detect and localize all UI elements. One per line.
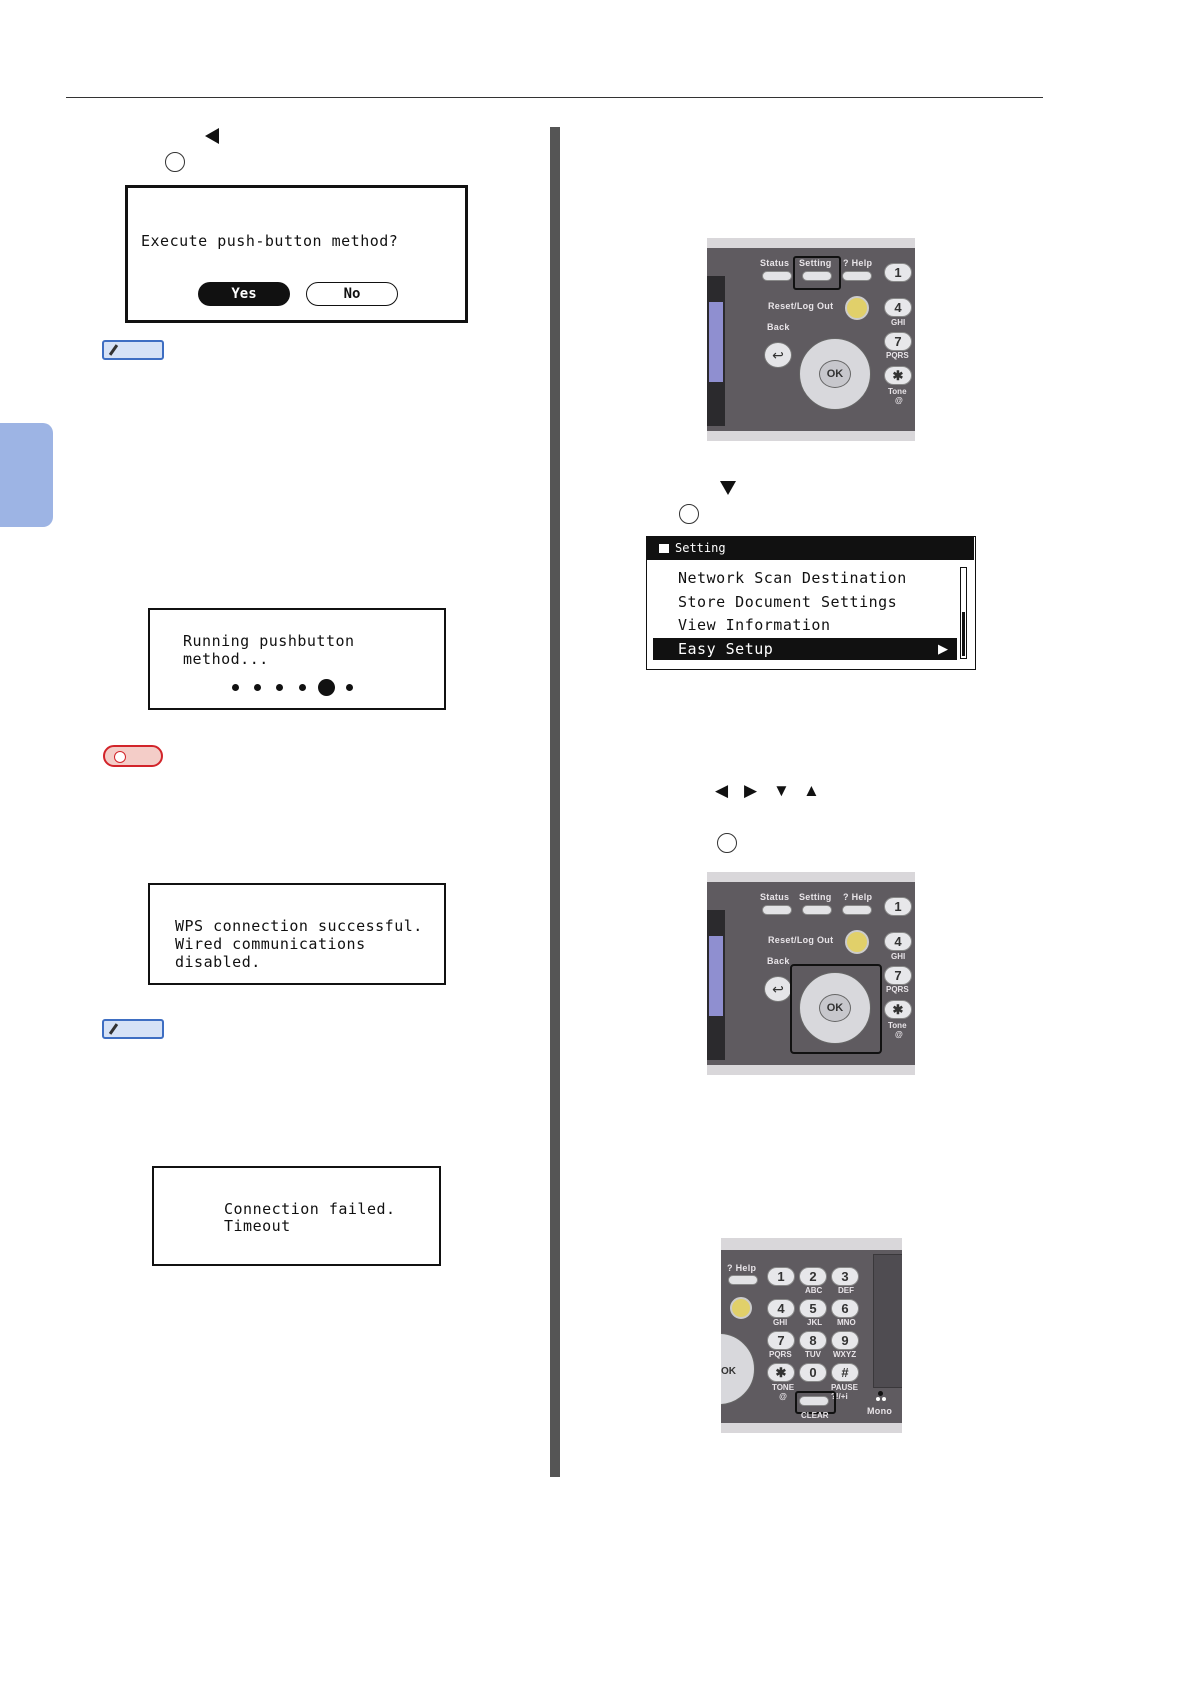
reset-button[interactable] (845, 296, 869, 320)
key-3-sub: DEF (838, 1286, 854, 1295)
running-screen (148, 608, 446, 710)
dot (876, 1397, 880, 1401)
key-0[interactable]: 0 (799, 1363, 827, 1382)
menu-item-selected[interactable] (653, 638, 957, 660)
control-panel-photo-setting (707, 238, 915, 441)
key-4[interactable]: 4 (884, 932, 912, 951)
status-button[interactable] (762, 905, 792, 915)
progress-dot (254, 684, 261, 691)
left-arrow-icon: ◀ (715, 781, 729, 800)
at-label: @ (895, 1030, 903, 1039)
pencil-icon (109, 1023, 118, 1035)
lcd-window (707, 910, 725, 1060)
menu-header (647, 537, 974, 560)
setting-button[interactable] (802, 905, 832, 915)
yes-button[interactable] (198, 282, 290, 306)
back-button[interactable]: ↩ (764, 976, 792, 1002)
help-label: ? Help (843, 892, 873, 902)
key-3[interactable]: 3 (831, 1267, 859, 1286)
key-7[interactable]: 7 (884, 332, 912, 351)
yes-label: Yes (231, 286, 257, 302)
key-6-sub: MNO (837, 1318, 856, 1327)
key-5[interactable]: 5 (799, 1299, 827, 1318)
key-4-sub: GHI (773, 1318, 788, 1327)
left-arrow-icon (205, 128, 219, 144)
setting-highlight (793, 256, 841, 290)
failed-screen (152, 1166, 441, 1266)
key-2-sub: ABC (805, 1286, 823, 1295)
ok-label: OK (826, 368, 844, 380)
success-line1: WPS connection successful. (175, 917, 423, 935)
key-4-sub: GHI (891, 952, 906, 961)
scrollbar-thumb[interactable] (962, 612, 965, 656)
key-8[interactable]: 8 (799, 1331, 827, 1350)
panel-top-edge (721, 1238, 902, 1250)
key-6[interactable]: 6 (831, 1299, 859, 1318)
up-arrow-icon: ▲ (803, 781, 820, 800)
clear-label: CLEAR (801, 1411, 829, 1420)
ok-button-icon (717, 833, 737, 853)
reset-button[interactable] (730, 1297, 752, 1319)
key-star[interactable]: ✱ (884, 1000, 912, 1019)
ok-button[interactable] (819, 360, 851, 388)
key-7[interactable]: 7 (884, 966, 912, 985)
key-7-sub: PQRS (769, 1350, 792, 1359)
key-1[interactable]: 1 (767, 1267, 795, 1286)
down-arrow-icon: ▼ (773, 781, 790, 800)
pencil-icon (109, 344, 118, 356)
back-button[interactable]: ↩ (764, 342, 792, 368)
key-1[interactable]: 1 (884, 263, 912, 282)
key-9[interactable]: 9 (831, 1331, 859, 1350)
help-button[interactable] (728, 1275, 758, 1285)
progress-dots (232, 678, 362, 698)
help-label: ? Help (727, 1263, 757, 1273)
keypad-photo (721, 1238, 902, 1433)
mono-label: Mono (867, 1406, 893, 1416)
selected-arrow-icon: ▶ (938, 641, 948, 656)
nav-highlight (790, 964, 882, 1054)
back-label: Back (767, 322, 790, 332)
key-star[interactable]: ✱ (884, 366, 912, 385)
key-2[interactable]: 2 (799, 1267, 827, 1286)
running-text: Running pushbutton method... (183, 632, 355, 668)
back-label: Back (767, 956, 790, 966)
status-label: Status (760, 258, 790, 268)
key-4[interactable]: 4 (767, 1299, 795, 1318)
key-5-sub: JKL (807, 1318, 823, 1327)
failed-line2: Timeout (224, 1217, 291, 1235)
confirm-prompt: Execute push-button method? (141, 232, 399, 250)
key-8-sub: TUV (805, 1350, 821, 1359)
progress-dot (276, 684, 283, 691)
panel-top-edge (707, 872, 915, 882)
help-button[interactable] (842, 905, 872, 915)
success-screen (148, 883, 446, 985)
note-icon (103, 745, 163, 767)
setting-label: Setting (799, 892, 832, 902)
lcd-glass (709, 302, 723, 382)
no-button[interactable] (306, 282, 398, 306)
panel-bottom-edge (721, 1423, 902, 1433)
key-7[interactable]: 7 (767, 1331, 795, 1350)
key-4[interactable]: 4 (884, 298, 912, 317)
key-hash[interactable]: # (831, 1363, 859, 1382)
progress-dot (299, 684, 306, 691)
help-label: ? Help (843, 258, 873, 268)
key-star-sub: TONE @ (771, 1383, 795, 1401)
panel-bottom-edge (707, 431, 915, 441)
key-7-sub: PQRS (886, 351, 909, 360)
menu-header-label: Setting (675, 541, 726, 555)
menu-item[interactable]: Network Scan Destination (678, 569, 907, 587)
panel-top-edge (707, 238, 915, 248)
column-divider (550, 127, 560, 1477)
progress-dot (232, 684, 239, 691)
menu-item-selected-label: Easy Setup (678, 640, 774, 658)
dot (882, 1397, 886, 1401)
dot (878, 1391, 883, 1396)
reset-label: Reset/Log Out (768, 935, 834, 945)
failed-line1: Connection failed. (224, 1200, 396, 1218)
reset-button[interactable] (845, 930, 869, 954)
key-4-sub: GHI (891, 318, 906, 327)
header-rule (66, 97, 1043, 98)
confirm-screen (125, 185, 468, 323)
at-label: @ (895, 396, 903, 405)
key-9-sub: WXYZ (833, 1350, 857, 1359)
setting-menu-screen (646, 536, 976, 670)
ok-button-icon (165, 152, 185, 172)
panel-bottom-edge (707, 1065, 915, 1075)
right-arrow-icon: ▶ (744, 781, 758, 800)
ok-button-icon (679, 504, 699, 524)
ok-label: OK (826, 1002, 844, 1014)
lcd-window (707, 276, 725, 426)
scrollbar[interactable] (960, 567, 967, 659)
toolbox-icon (659, 544, 669, 553)
side-panel (873, 1254, 902, 1388)
lcd-glass (709, 936, 723, 1016)
menu-item[interactable]: Store Document Settings (678, 593, 898, 611)
memo-icon (102, 340, 164, 360)
exclamation-icon (114, 751, 126, 763)
tone-label: Tone (888, 1021, 907, 1030)
key-hash-sub: PAUSE ?!/+i (831, 1383, 858, 1401)
mono-dots-icon (876, 1391, 886, 1401)
status-button[interactable] (762, 271, 792, 281)
key-star[interactable]: ✱ (767, 1363, 795, 1382)
setting-label: Setting (799, 258, 832, 268)
down-arrow-icon (720, 481, 736, 495)
ok-label: OK (721, 1366, 736, 1377)
status-label: Status (760, 892, 790, 902)
key-1[interactable]: 1 (884, 897, 912, 916)
tone-label: Tone (888, 387, 907, 396)
reset-label: Reset/Log Out (768, 301, 834, 311)
progress-dot-active (318, 679, 335, 696)
help-button[interactable] (842, 271, 872, 281)
no-label: No (343, 286, 361, 302)
success-line2: Wired communications disabled. (175, 935, 366, 971)
progress-dot (346, 684, 353, 691)
menu-item[interactable]: View Information (678, 616, 831, 634)
chapter-tab (0, 423, 53, 527)
key-7-sub: PQRS (886, 985, 909, 994)
memo-icon (102, 1019, 164, 1039)
control-panel-photo-nav (707, 872, 915, 1075)
